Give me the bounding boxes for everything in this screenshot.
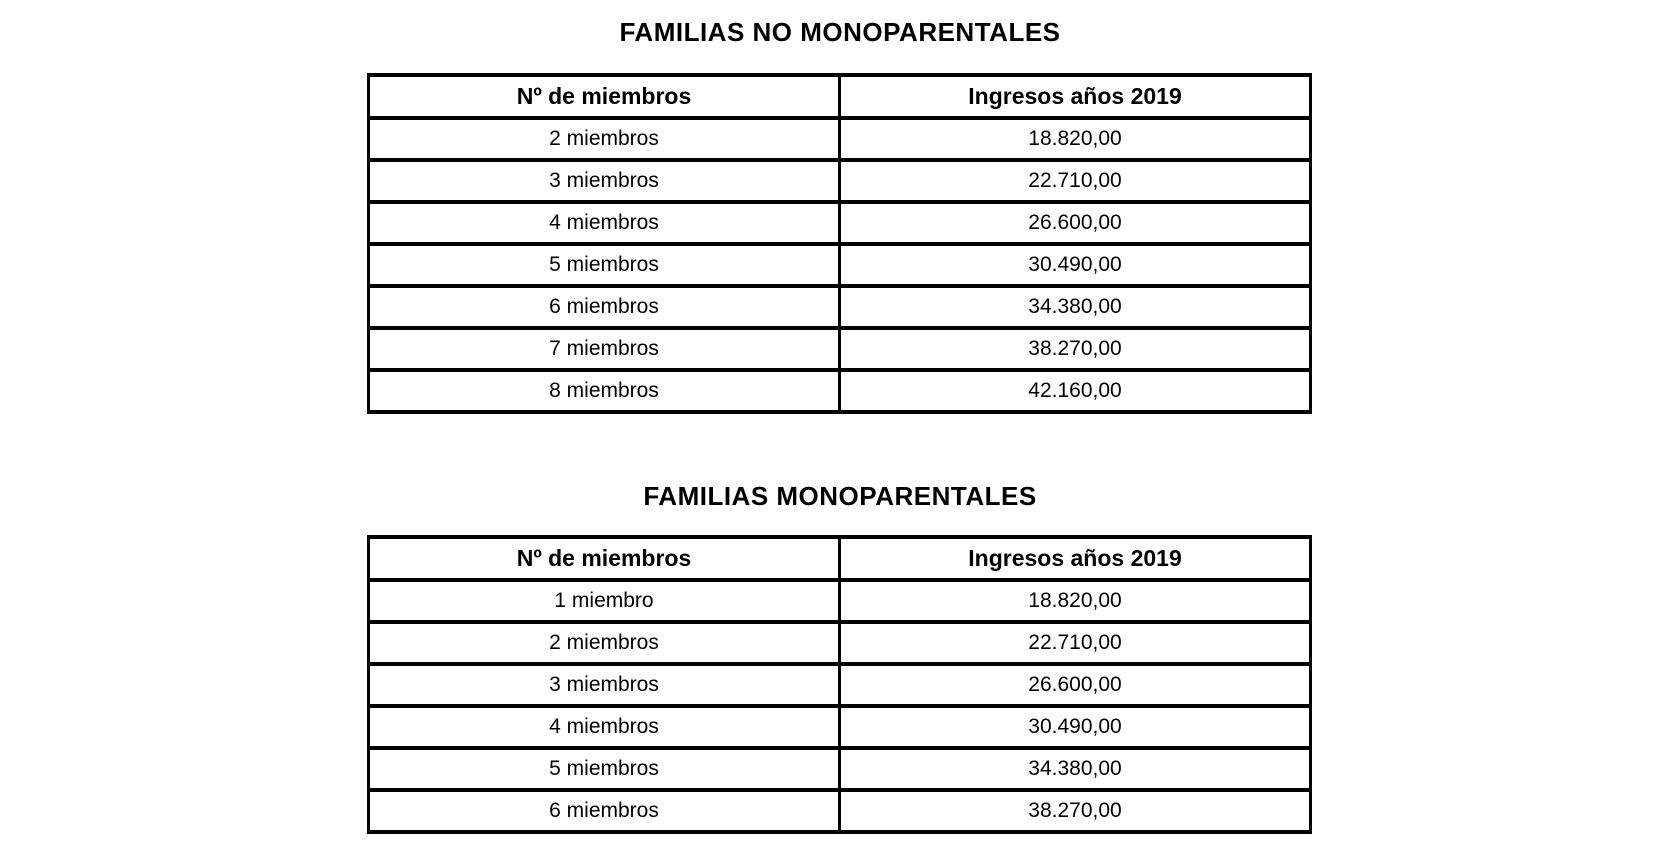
income-cell: 22.710,00	[840, 622, 1311, 664]
income-cell: 42.160,00	[840, 370, 1311, 412]
income-cell: 22.710,00	[840, 160, 1311, 202]
income-column-header: Ingresos años 2019	[840, 537, 1311, 580]
table-row	[369, 790, 1311, 832]
income-cell: 34.380,00	[840, 286, 1311, 328]
income-cell: 30.490,00	[840, 244, 1311, 286]
income-cell: 18.820,00	[840, 118, 1311, 160]
table-row	[369, 622, 1311, 664]
table-header	[369, 75, 1311, 118]
members-column-header: Nº de miembros	[369, 75, 840, 118]
income-table-monoparentales	[367, 535, 1312, 834]
members-cell: 6 miembros	[369, 790, 840, 832]
table-row	[369, 286, 1311, 328]
income-cell: 30.490,00	[840, 706, 1311, 748]
members-cell: 4 miembros	[369, 202, 840, 244]
members-cell: 5 miembros	[369, 244, 840, 286]
members-cell: 8 miembros	[369, 370, 840, 412]
income-cell: 38.270,00	[840, 790, 1311, 832]
members-cell: 2 miembros	[369, 118, 840, 160]
table-row	[369, 748, 1311, 790]
members-cell: 5 miembros	[369, 748, 840, 790]
table-row	[369, 706, 1311, 748]
table-row	[369, 160, 1311, 202]
table-row	[369, 202, 1311, 244]
table-body	[369, 118, 1311, 412]
table-header	[369, 537, 1311, 580]
income-cell: 18.820,00	[840, 580, 1311, 622]
members-cell: 6 miembros	[369, 286, 840, 328]
members-cell: 3 miembros	[369, 160, 840, 202]
table-body	[369, 580, 1311, 832]
members-cell: 1 miembro	[369, 580, 840, 622]
income-cell: 38.270,00	[840, 328, 1311, 370]
section-title-monoparentales: FAMILIAS MONOPARENTALES	[643, 481, 1037, 511]
members-column-header: Nº de miembros	[369, 537, 840, 580]
income-cell: 34.380,00	[840, 748, 1311, 790]
income-cell: 26.600,00	[840, 202, 1311, 244]
members-cell: 3 miembros	[369, 664, 840, 706]
income-column-header: Ingresos años 2019	[840, 75, 1311, 118]
table-row	[369, 370, 1311, 412]
table-row	[369, 244, 1311, 286]
members-cell: 2 miembros	[369, 622, 840, 664]
header-row	[369, 75, 1311, 118]
income-cell: 26.600,00	[840, 664, 1311, 706]
table-row	[369, 118, 1311, 160]
income-table-no-monoparentales	[367, 73, 1312, 414]
section-title-no-monoparentales: FAMILIAS NO MONOPARENTALES	[619, 17, 1061, 47]
members-cell: 4 miembros	[369, 706, 840, 748]
table-row	[369, 328, 1311, 370]
members-cell: 7 miembros	[369, 328, 840, 370]
table-row	[369, 580, 1311, 622]
header-row	[369, 537, 1311, 580]
table-row	[369, 664, 1311, 706]
